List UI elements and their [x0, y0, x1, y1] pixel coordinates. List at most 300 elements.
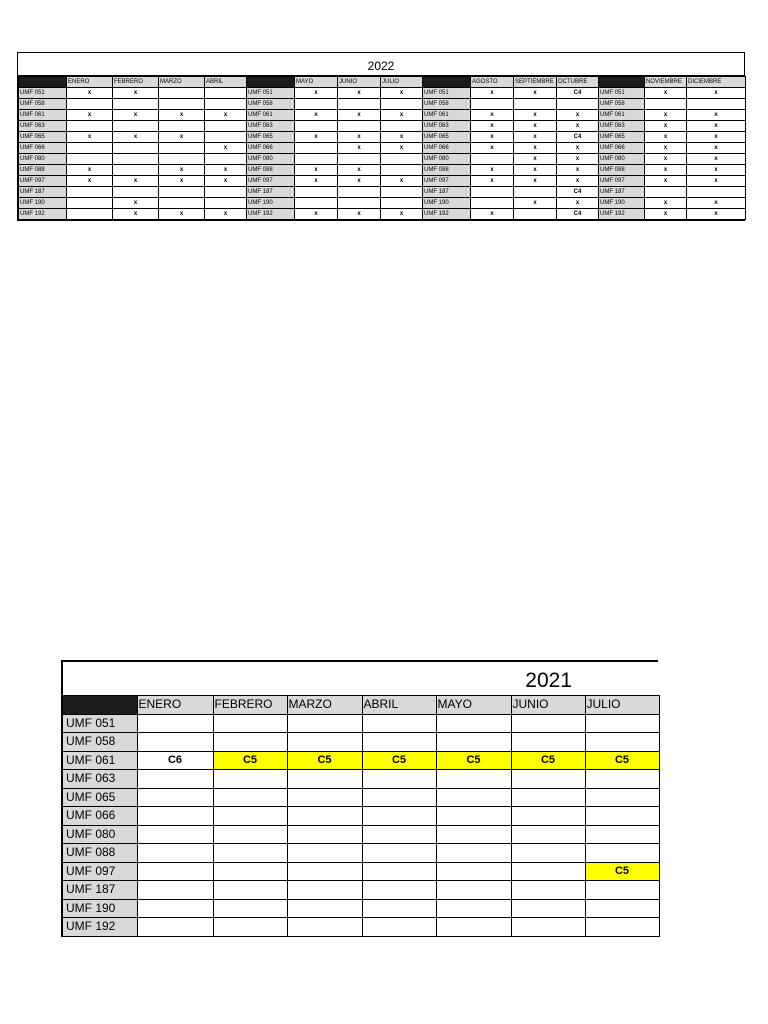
mark-cell: x	[645, 110, 687, 121]
mark-cell	[436, 733, 511, 752]
mark-cell: x	[471, 88, 514, 99]
table-row	[62, 918, 659, 937]
month-header: NOVIEMBRE	[645, 77, 687, 88]
mark-cell: x	[159, 110, 205, 121]
unit-label: UMF 061	[599, 110, 645, 121]
mark-cell: x	[687, 121, 746, 132]
mark-cell	[471, 154, 514, 165]
unit-label: UMF 097	[62, 862, 137, 881]
unit-label: UMF 192	[247, 209, 295, 220]
unit-label: UMF 065	[423, 132, 471, 143]
mark-cell: x	[645, 88, 687, 99]
mark-cell	[362, 733, 436, 752]
mark-cell: x	[687, 154, 746, 165]
mark-cell	[362, 770, 436, 789]
mark-cell	[137, 918, 213, 937]
mark-cell: x	[295, 88, 338, 99]
month-header: OCTUBRE	[557, 77, 599, 88]
unit-label: UMF 192	[423, 209, 471, 220]
mark-cell	[511, 918, 585, 937]
mark-cell	[436, 918, 511, 937]
mark-cell: C5	[436, 751, 511, 770]
mark-cell	[205, 132, 247, 143]
mark-cell	[362, 788, 436, 807]
unit-label: UMF 065	[62, 788, 137, 807]
mark-cell: x	[687, 143, 746, 154]
mark-cell	[362, 862, 436, 881]
unit-label: UMF 058	[423, 99, 471, 110]
mark-cell: x	[67, 165, 113, 176]
mark-cell	[436, 807, 511, 826]
mark-cell: x	[338, 132, 381, 143]
month-header: ENERO	[67, 77, 113, 88]
unit-label: UMF 190	[423, 198, 471, 209]
mark-cell: x	[295, 132, 338, 143]
unit-label: UMF 187	[599, 187, 645, 198]
table-row	[19, 99, 746, 110]
mark-cell	[362, 844, 436, 863]
mark-cell	[287, 825, 362, 844]
table-year-title: 2022	[18, 53, 744, 76]
mark-cell: x	[645, 198, 687, 209]
unit-label: UMF 097	[247, 176, 295, 187]
mark-cell: x	[338, 88, 381, 99]
mark-cell: x	[514, 88, 557, 99]
mark-cell	[585, 714, 659, 733]
unit-label: UMF 192	[62, 918, 137, 937]
unit-label: UMF 192	[599, 209, 645, 220]
mark-cell	[514, 187, 557, 198]
mark-cell	[113, 121, 159, 132]
mark-cell: x	[381, 209, 423, 220]
mark-cell	[381, 198, 423, 209]
mark-cell	[338, 99, 381, 110]
table-row	[62, 751, 659, 770]
mark-cell	[511, 881, 585, 900]
mark-cell	[557, 99, 599, 110]
unit-label: UMF 063	[423, 121, 471, 132]
mark-cell	[645, 187, 687, 198]
mark-cell	[338, 154, 381, 165]
mark-cell: x	[687, 165, 746, 176]
mark-cell: x	[687, 132, 746, 143]
mark-cell: x	[113, 132, 159, 143]
mark-cell	[362, 881, 436, 900]
mark-cell: x	[514, 132, 557, 143]
mark-cell	[137, 825, 213, 844]
mark-cell: x	[338, 143, 381, 154]
mark-cell	[295, 187, 338, 198]
month-header: ABRIL	[205, 77, 247, 88]
month-header: DICIEMBRE	[687, 77, 746, 88]
mark-cell: x	[645, 165, 687, 176]
mark-cell	[159, 143, 205, 154]
mark-cell	[436, 714, 511, 733]
mark-cell: x	[645, 154, 687, 165]
mark-cell: x	[295, 209, 338, 220]
unit-label: UMF 097	[423, 176, 471, 187]
unit-label: UMF 058	[599, 99, 645, 110]
mark-cell	[362, 899, 436, 918]
mark-cell	[159, 99, 205, 110]
unit-label: UMF 058	[62, 733, 137, 752]
mark-cell	[137, 807, 213, 826]
unit-label: UMF 051	[19, 88, 67, 99]
unit-label: UMF 190	[62, 899, 137, 918]
mark-cell	[213, 807, 287, 826]
unit-label: UMF 080	[599, 154, 645, 165]
mark-cell	[585, 881, 659, 900]
mark-cell: x	[645, 209, 687, 220]
mark-cell	[113, 165, 159, 176]
table-row	[19, 209, 746, 220]
mark-cell	[287, 881, 362, 900]
unit-label: UMF 063	[19, 121, 67, 132]
unit-label: UMF 187	[423, 187, 471, 198]
mark-cell	[213, 862, 287, 881]
mark-cell	[213, 714, 287, 733]
mark-cell: x	[205, 165, 247, 176]
mark-cell	[381, 121, 423, 132]
mark-cell: x	[338, 209, 381, 220]
month-header: JUNIO	[511, 696, 585, 715]
mark-cell: x	[205, 176, 247, 187]
mark-cell	[137, 899, 213, 918]
mark-cell: C6	[137, 751, 213, 770]
mark-cell	[471, 198, 514, 209]
mark-cell	[159, 187, 205, 198]
mark-cell: x	[557, 121, 599, 132]
unit-label: UMF 065	[247, 132, 295, 143]
mark-cell: C4	[557, 187, 599, 198]
unit-label: UMF 061	[423, 110, 471, 121]
mark-cell	[67, 198, 113, 209]
month-header: SEPTIEMBRE	[514, 77, 557, 88]
mark-cell: x	[514, 165, 557, 176]
unit-label: UMF 080	[19, 154, 67, 165]
mark-cell	[205, 88, 247, 99]
mark-cell	[436, 770, 511, 789]
mark-cell	[137, 844, 213, 863]
mark-cell	[511, 733, 585, 752]
schedule-table-2021	[61, 660, 658, 937]
mark-cell	[205, 154, 247, 165]
table-row	[62, 844, 659, 863]
mark-cell	[295, 154, 338, 165]
unit-label: UMF 088	[423, 165, 471, 176]
mark-cell	[511, 770, 585, 789]
mark-cell: x	[381, 143, 423, 154]
mark-cell: x	[381, 176, 423, 187]
header-corner	[423, 77, 471, 88]
mark-cell	[295, 143, 338, 154]
mark-cell: x	[645, 176, 687, 187]
mark-cell: x	[295, 176, 338, 187]
table-row	[19, 132, 746, 143]
mark-cell: x	[687, 110, 746, 121]
mark-cell	[585, 844, 659, 863]
mark-cell: x	[381, 88, 423, 99]
table-row	[62, 733, 659, 752]
table-row	[19, 165, 746, 176]
mark-cell	[213, 733, 287, 752]
mark-cell	[213, 770, 287, 789]
mark-cell: x	[645, 121, 687, 132]
mark-cell	[511, 788, 585, 807]
mark-cell	[585, 733, 659, 752]
mark-cell	[511, 807, 585, 826]
unit-label: UMF 066	[423, 143, 471, 154]
table-row	[19, 187, 746, 198]
table-year-title: 2021	[525, 669, 572, 692]
unit-label: UMF 058	[247, 99, 295, 110]
table-row	[62, 899, 659, 918]
header-corner	[247, 77, 295, 88]
mark-cell	[295, 99, 338, 110]
schedule-grid-2022	[18, 76, 746, 220]
mark-cell: x	[471, 143, 514, 154]
mark-cell: x	[557, 198, 599, 209]
mark-cell: x	[295, 110, 338, 121]
mark-cell	[381, 165, 423, 176]
mark-cell	[137, 770, 213, 789]
month-header: ABRIL	[362, 696, 436, 715]
unit-label: UMF 051	[247, 88, 295, 99]
mark-cell	[213, 825, 287, 844]
mark-cell	[436, 899, 511, 918]
mark-cell	[287, 714, 362, 733]
mark-cell: x	[113, 209, 159, 220]
mark-cell	[287, 733, 362, 752]
mark-cell	[436, 844, 511, 863]
mark-cell	[471, 99, 514, 110]
mark-cell	[338, 187, 381, 198]
mark-cell: x	[471, 110, 514, 121]
header-corner	[19, 77, 67, 88]
month-header: MAYO	[436, 696, 511, 715]
table-row	[19, 88, 746, 99]
unit-label: UMF 051	[423, 88, 471, 99]
mark-cell: x	[159, 209, 205, 220]
unit-label: UMF 066	[247, 143, 295, 154]
mark-cell	[514, 209, 557, 220]
unit-label: UMF 088	[247, 165, 295, 176]
month-header: JULIO	[381, 77, 423, 88]
mark-cell: x	[381, 110, 423, 121]
mark-cell: x	[557, 154, 599, 165]
mark-cell: x	[645, 143, 687, 154]
mark-cell	[213, 918, 287, 937]
mark-cell: x	[205, 143, 247, 154]
mark-cell	[287, 862, 362, 881]
unit-label: UMF 088	[19, 165, 67, 176]
mark-cell: x	[514, 143, 557, 154]
mark-cell	[687, 99, 746, 110]
mark-cell	[137, 862, 213, 881]
mark-cell: x	[687, 88, 746, 99]
mark-cell: x	[67, 132, 113, 143]
mark-cell: C4	[557, 88, 599, 99]
mark-cell	[67, 121, 113, 132]
mark-cell	[205, 187, 247, 198]
month-header: MARZO	[159, 77, 205, 88]
mark-cell	[159, 154, 205, 165]
table-row	[62, 788, 659, 807]
month-header: FEBRERO	[113, 77, 159, 88]
mark-cell	[362, 825, 436, 844]
table-row	[62, 770, 659, 789]
mark-cell	[287, 788, 362, 807]
mark-cell: x	[67, 88, 113, 99]
mark-cell: x	[113, 110, 159, 121]
mark-cell	[511, 844, 585, 863]
mark-cell: x	[471, 132, 514, 143]
unit-label: UMF 063	[247, 121, 295, 132]
mark-cell	[287, 844, 362, 863]
mark-cell: C5	[362, 751, 436, 770]
mark-cell: x	[514, 198, 557, 209]
mark-cell: x	[471, 165, 514, 176]
mark-cell: x	[557, 143, 599, 154]
mark-cell	[436, 788, 511, 807]
mark-cell	[585, 918, 659, 937]
month-header: MARZO	[287, 696, 362, 715]
mark-cell: x	[113, 198, 159, 209]
unit-label: UMF 065	[19, 132, 67, 143]
table-row	[19, 143, 746, 154]
mark-cell	[137, 788, 213, 807]
mark-cell: x	[205, 110, 247, 121]
schedule-grid-2021	[61, 695, 660, 937]
unit-label: UMF 065	[599, 132, 645, 143]
mark-cell	[113, 143, 159, 154]
unit-label: UMF 051	[62, 714, 137, 733]
mark-cell	[362, 807, 436, 826]
mark-cell: C4	[557, 132, 599, 143]
mark-cell: x	[381, 132, 423, 143]
mark-cell	[645, 99, 687, 110]
mark-cell	[362, 714, 436, 733]
mark-cell	[205, 121, 247, 132]
mark-cell	[205, 99, 247, 110]
mark-cell	[287, 770, 362, 789]
mark-cell	[137, 714, 213, 733]
unit-label: UMF 088	[599, 165, 645, 176]
mark-cell	[362, 918, 436, 937]
mark-cell	[511, 862, 585, 881]
mark-cell: x	[557, 110, 599, 121]
unit-label: UMF 080	[247, 154, 295, 165]
mark-cell	[687, 187, 746, 198]
mark-cell	[287, 899, 362, 918]
unit-label: UMF 061	[247, 110, 295, 121]
table-title-bar	[61, 662, 658, 695]
table-row	[62, 862, 659, 881]
mark-cell: x	[514, 121, 557, 132]
mark-cell: x	[113, 176, 159, 187]
mark-cell	[159, 88, 205, 99]
mark-cell: x	[471, 121, 514, 132]
mark-cell	[514, 99, 557, 110]
mark-cell: C4	[557, 209, 599, 220]
mark-cell: x	[687, 209, 746, 220]
mark-cell	[585, 788, 659, 807]
mark-cell: x	[514, 110, 557, 121]
mark-cell	[436, 881, 511, 900]
mark-cell	[113, 99, 159, 110]
header-row	[62, 696, 659, 715]
table-row	[62, 807, 659, 826]
mark-cell	[436, 825, 511, 844]
mark-cell	[113, 154, 159, 165]
mark-cell	[511, 899, 585, 918]
mark-cell	[67, 99, 113, 110]
mark-cell	[295, 121, 338, 132]
mark-cell: x	[687, 198, 746, 209]
unit-label: UMF 097	[19, 176, 67, 187]
mark-cell	[213, 844, 287, 863]
mark-cell	[381, 154, 423, 165]
unit-label: UMF 187	[247, 187, 295, 198]
unit-label: UMF 066	[599, 143, 645, 154]
unit-label: UMF 051	[599, 88, 645, 99]
month-header: JULIO	[585, 696, 659, 715]
mark-cell: x	[159, 165, 205, 176]
unit-label: UMF 190	[247, 198, 295, 209]
table-row	[62, 714, 659, 733]
mark-cell	[67, 154, 113, 165]
mark-cell: x	[67, 110, 113, 121]
mark-cell	[213, 899, 287, 918]
table-row	[62, 881, 659, 900]
mark-cell: C5	[511, 751, 585, 770]
mark-cell: C5	[585, 751, 659, 770]
mark-cell	[585, 899, 659, 918]
mark-cell	[137, 881, 213, 900]
mark-cell: x	[687, 176, 746, 187]
header-row	[19, 77, 746, 88]
unit-label: UMF 190	[599, 198, 645, 209]
mark-cell	[137, 733, 213, 752]
unit-label: UMF 063	[599, 121, 645, 132]
mark-cell: x	[159, 132, 205, 143]
mark-cell	[585, 825, 659, 844]
table-row	[19, 198, 746, 209]
unit-label: UMF 080	[62, 825, 137, 844]
mark-cell	[213, 881, 287, 900]
mark-cell	[113, 187, 159, 198]
header-corner	[599, 77, 645, 88]
mark-cell: x	[205, 209, 247, 220]
mark-cell	[67, 187, 113, 198]
unit-label: UMF 088	[62, 844, 137, 863]
unit-label: UMF 190	[19, 198, 67, 209]
unit-label: UMF 061	[62, 751, 137, 770]
schedule-table-2022	[17, 52, 745, 221]
mark-cell	[511, 714, 585, 733]
month-header: JUNIO	[338, 77, 381, 88]
month-header: FEBRERO	[213, 696, 287, 715]
month-header: ENERO	[137, 696, 213, 715]
unit-label: UMF 058	[19, 99, 67, 110]
unit-label: UMF 080	[423, 154, 471, 165]
mark-cell: x	[645, 132, 687, 143]
mark-cell: x	[338, 176, 381, 187]
mark-cell: C5	[213, 751, 287, 770]
mark-cell	[213, 788, 287, 807]
table-row	[19, 110, 746, 121]
mark-cell: x	[338, 165, 381, 176]
